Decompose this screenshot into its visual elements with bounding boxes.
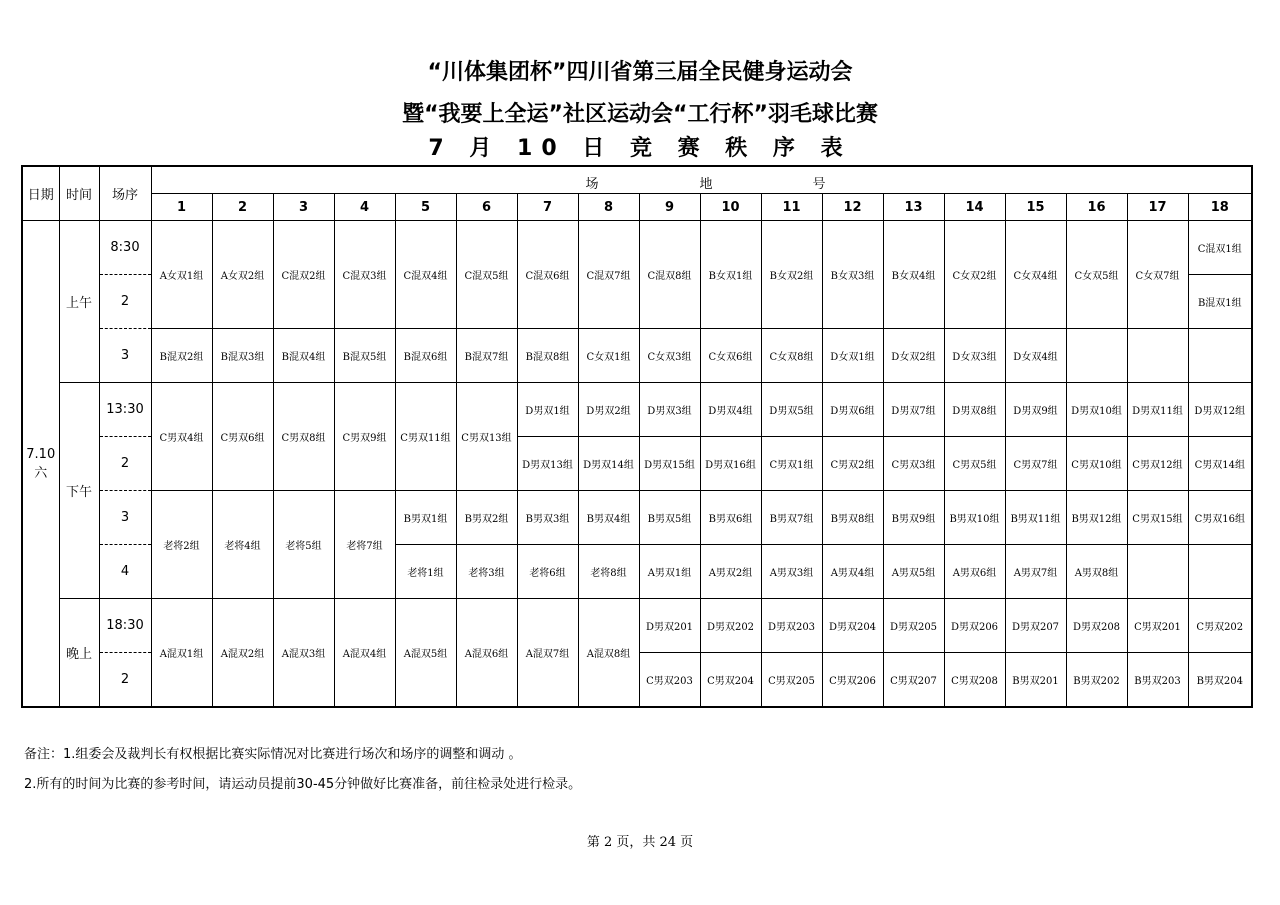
match-cell: A混双2组 [212, 599, 273, 708]
match-cell: A混双8组 [578, 599, 639, 708]
day-weekday: 六 [34, 465, 48, 481]
match-cell: A女双2组 [212, 221, 273, 329]
match-cell: 老将5组 [273, 491, 334, 599]
match-cell: D男双202 [700, 599, 761, 653]
match-cell: C男双7组 [1005, 437, 1066, 491]
match-cell: C男双205 [761, 653, 822, 708]
court-number: 17 [1127, 194, 1188, 221]
title-line-1: “川体集团杯”四川省第三届全民健身运动会 [427, 60, 853, 85]
match-cell: B男双12组 [1066, 491, 1127, 545]
match-cell: D男双3组 [639, 383, 700, 437]
match-cell: 老将7组 [334, 491, 395, 599]
match-cell: D女双2组 [883, 329, 944, 383]
match-cell: B男双11组 [1005, 491, 1066, 545]
match-cell: D男双15组 [639, 437, 700, 491]
match-cell: D男双11组 [1127, 383, 1188, 437]
match-cell [1127, 329, 1188, 383]
match-cell: C男双4组 [151, 383, 212, 491]
match-cell: 老将8组 [578, 545, 639, 599]
match-cell: C男双201 [1127, 599, 1188, 653]
match-cell: D男双206 [944, 599, 1005, 653]
court-number: 6 [456, 194, 517, 221]
match-cell: B混双3组 [212, 329, 273, 383]
match-cell: D男双1组 [517, 383, 578, 437]
match-cell: D男双201 [639, 599, 700, 653]
match-cell: D男双205 [883, 599, 944, 653]
match-cell: D男双8组 [944, 383, 1005, 437]
match-cell: B男双203 [1127, 653, 1188, 708]
match-cell: D男双16组 [700, 437, 761, 491]
header-order: 场序 [99, 166, 151, 221]
court-number: 4 [334, 194, 395, 221]
match-cell: C男双208 [944, 653, 1005, 708]
period-evening: 晚上 [59, 599, 99, 708]
court-number: 14 [944, 194, 1005, 221]
match-cell: C男双203 [639, 653, 700, 708]
match-cell: D男双7组 [883, 383, 944, 437]
venue-char-1: 场 [585, 177, 599, 192]
header-date: 日期 [22, 166, 59, 221]
match-cell: B男双5组 [639, 491, 700, 545]
period-morning: 上午 [59, 221, 99, 383]
match-cell: D女双4组 [1005, 329, 1066, 383]
match-cell: C男双6组 [212, 383, 273, 491]
match-cell: 老将2组 [151, 491, 212, 599]
slot-label: 18:30 [99, 599, 151, 653]
match-cell: B男双6组 [700, 491, 761, 545]
match-cell: C男双202 [1188, 599, 1252, 653]
court-number: 15 [1005, 194, 1066, 221]
match-cell: C男双206 [822, 653, 883, 708]
venue-char-2: 地 [699, 177, 713, 192]
match-cell: C男双15组 [1127, 491, 1188, 545]
title-line-2: 暨“我要上全运”社区运动会“工行杯”羽毛球比赛 [402, 102, 878, 127]
match-cell: B混双2组 [151, 329, 212, 383]
match-cell: C混双4组 [395, 221, 456, 329]
match-cell: B女双1组 [700, 221, 761, 329]
match-cell: C男双12组 [1127, 437, 1188, 491]
match-cell: C女双7组 [1127, 221, 1188, 329]
match-cell: B混双8组 [517, 329, 578, 383]
court-number: 5 [395, 194, 456, 221]
match-cell: C混双5组 [456, 221, 517, 329]
court-number: 13 [883, 194, 944, 221]
match-cell: B男双2组 [456, 491, 517, 545]
match-cell: C男双8组 [273, 383, 334, 491]
slot-label: 4 [99, 545, 151, 599]
match-cell: C男双2组 [822, 437, 883, 491]
venue-char-3: 号 [812, 177, 826, 192]
match-cell [1188, 329, 1252, 383]
match-cell: D男双12组 [1188, 383, 1252, 437]
match-cell: C男双16组 [1188, 491, 1252, 545]
court-number: 16 [1066, 194, 1127, 221]
match-cell: C男双5组 [944, 437, 1005, 491]
match-cell: B男双202 [1066, 653, 1127, 708]
match-cell: C女双4组 [1005, 221, 1066, 329]
match-cell: C男双10组 [1066, 437, 1127, 491]
court-number: 1 [151, 194, 212, 221]
match-cell: C男双3组 [883, 437, 944, 491]
match-cell: B混双1组 [1188, 275, 1252, 329]
match-cell: D男双10组 [1066, 383, 1127, 437]
match-cell: D男双6组 [822, 383, 883, 437]
match-cell: C男双13组 [456, 383, 517, 491]
period-afternoon: 下午 [59, 383, 99, 599]
match-cell: A男双5组 [883, 545, 944, 599]
match-cell: A混双1组 [151, 599, 212, 708]
slot-label: 3 [99, 329, 151, 383]
match-cell: D男双207 [1005, 599, 1066, 653]
match-cell: A混双7组 [517, 599, 578, 708]
match-cell: B男双7组 [761, 491, 822, 545]
match-cell: C男双14组 [1188, 437, 1252, 491]
court-number: 3 [273, 194, 334, 221]
slot-label: 3 [99, 491, 151, 545]
title-line-3: 7 月 10 日 竞 赛 秩 序 表 [428, 136, 852, 161]
court-number: 9 [639, 194, 700, 221]
match-cell: D女双3组 [944, 329, 1005, 383]
match-cell: B混双7组 [456, 329, 517, 383]
match-cell: C女双8组 [761, 329, 822, 383]
match-cell: C女双6组 [700, 329, 761, 383]
match-cell: D女双1组 [822, 329, 883, 383]
schedule-table [21, 165, 1253, 708]
match-cell [1127, 545, 1188, 599]
match-cell: C男双11组 [395, 383, 456, 491]
match-cell: A男双4组 [822, 545, 883, 599]
match-cell: B女双4组 [883, 221, 944, 329]
header-time: 时间 [59, 166, 99, 221]
match-cell: C女双2组 [944, 221, 1005, 329]
match-cell: D男双4组 [700, 383, 761, 437]
match-cell: D男双14组 [578, 437, 639, 491]
match-cell: B男双204 [1188, 653, 1252, 708]
match-cell: C男双207 [883, 653, 944, 708]
court-number: 12 [822, 194, 883, 221]
day-date: 7.10 [26, 446, 56, 462]
match-cell: B女双3组 [822, 221, 883, 329]
match-cell: D男双13组 [517, 437, 578, 491]
match-cell: C男双1组 [761, 437, 822, 491]
match-cell: B男双8组 [822, 491, 883, 545]
match-cell: C女双5组 [1066, 221, 1127, 329]
note-line-1: 备注：1.组委会及裁判长有权根据比赛实际情况对比赛进行场次和场序的调整和调动 。 [24, 747, 522, 762]
match-cell: C女双3组 [639, 329, 700, 383]
court-number: 2 [212, 194, 273, 221]
match-cell: A混双4组 [334, 599, 395, 708]
match-cell: A混双3组 [273, 599, 334, 708]
match-cell: 老将6组 [517, 545, 578, 599]
court-number: 8 [578, 194, 639, 221]
match-cell: D男双203 [761, 599, 822, 653]
match-cell: A混双5组 [395, 599, 456, 708]
match-cell: B混双6组 [395, 329, 456, 383]
match-cell: 老将3组 [456, 545, 517, 599]
slot-label: 8:30 [99, 221, 151, 275]
header-venue [151, 166, 1252, 194]
match-cell: B混双4组 [273, 329, 334, 383]
court-number: 11 [761, 194, 822, 221]
court-number: 10 [700, 194, 761, 221]
match-cell: D男双204 [822, 599, 883, 653]
match-cell: A男双6组 [944, 545, 1005, 599]
day-cell [22, 221, 59, 708]
match-cell: A男双1组 [639, 545, 700, 599]
court-number: 18 [1188, 194, 1252, 221]
match-cell: D男双2组 [578, 383, 639, 437]
match-cell: C男双9组 [334, 383, 395, 491]
match-cell: B混双5组 [334, 329, 395, 383]
court-number: 7 [517, 194, 578, 221]
note-line-2: 2.所有的时间为比赛的参考时间，请运动员提前30-45分钟做好比赛准备，前往检录处进行检录。 [24, 777, 582, 792]
match-cell: C男双204 [700, 653, 761, 708]
slot-label: 2 [99, 437, 151, 491]
match-cell: B男双4组 [578, 491, 639, 545]
slot-label: 2 [99, 275, 151, 329]
match-cell: B男双9组 [883, 491, 944, 545]
match-cell: C混双3组 [334, 221, 395, 329]
match-cell: D男双208 [1066, 599, 1127, 653]
match-cell [1066, 329, 1127, 383]
match-cell: 老将1组 [395, 545, 456, 599]
match-cell: B男双3组 [517, 491, 578, 545]
match-cell: A男双3组 [761, 545, 822, 599]
match-cell: A男双8组 [1066, 545, 1127, 599]
match-cell: D男双9组 [1005, 383, 1066, 437]
match-cell: C混双7组 [578, 221, 639, 329]
page-footer: 第 2 页，共 24 页 [586, 835, 694, 850]
match-cell: B男双10组 [944, 491, 1005, 545]
match-cell: A男双2组 [700, 545, 761, 599]
match-cell: D男双5组 [761, 383, 822, 437]
match-cell [1188, 545, 1252, 599]
match-cell: A混双6组 [456, 599, 517, 708]
match-cell: 老将4组 [212, 491, 273, 599]
match-cell: C混双2组 [273, 221, 334, 329]
match-cell: C混双1组 [1188, 221, 1252, 275]
match-cell: A女双1组 [151, 221, 212, 329]
match-cell: B男双201 [1005, 653, 1066, 708]
slot-label: 2 [99, 653, 151, 708]
match-cell: A男双7组 [1005, 545, 1066, 599]
match-cell: C女双1组 [578, 329, 639, 383]
slot-label: 13:30 [99, 383, 151, 437]
match-cell: C混双6组 [517, 221, 578, 329]
match-cell: B女双2组 [761, 221, 822, 329]
match-cell: B男双1组 [395, 491, 456, 545]
match-cell: C混双8组 [639, 221, 700, 329]
